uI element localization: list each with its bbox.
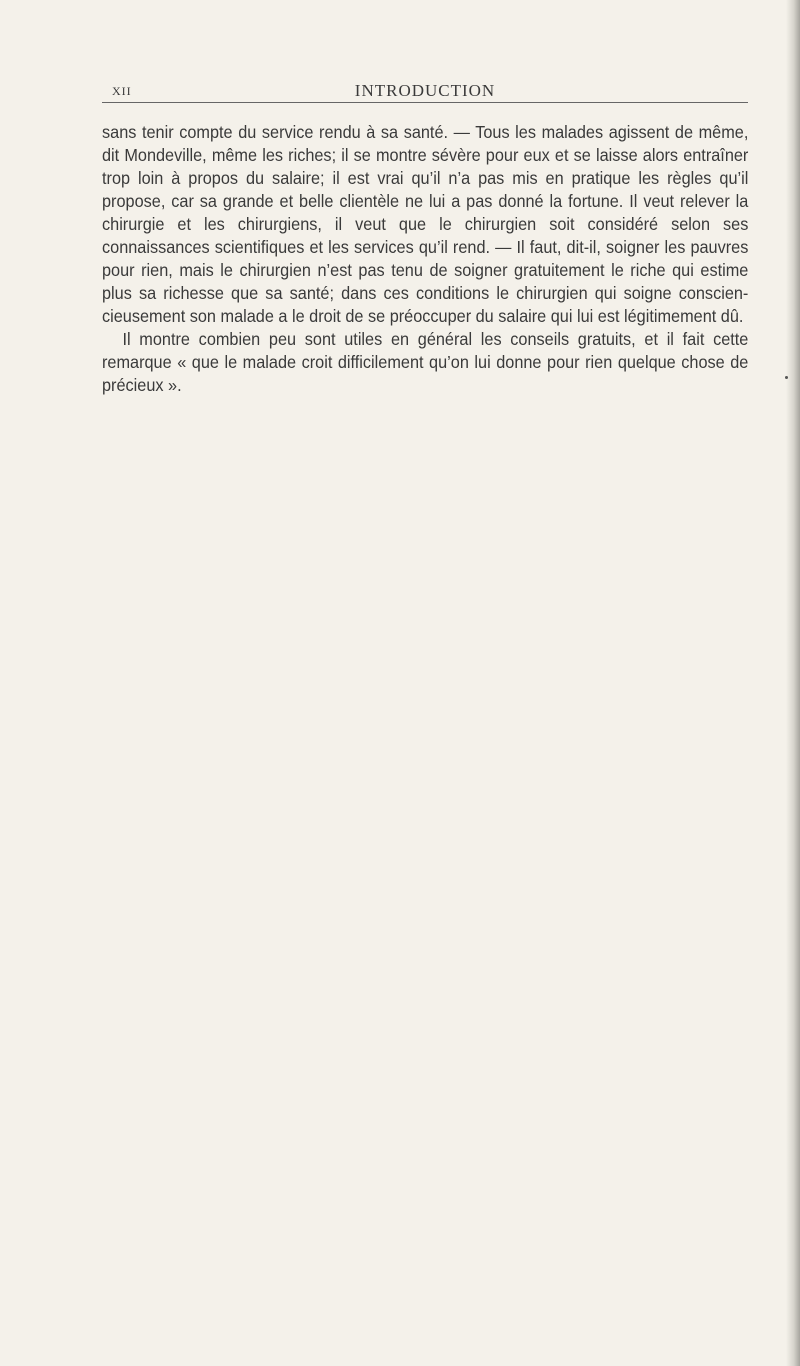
page-header	[102, 80, 748, 102]
page-number: XII	[112, 84, 132, 98]
running-title: INTRODUCTION	[354, 81, 496, 100]
paragraph: Il montre combien peu sont utiles en général les conseils gratuits, et il fait cette remarque « que le malade croit difficilement qu’on lui donne pour rien quelque chose de précieux ».	[102, 329, 749, 395]
page-edge-shadow	[786, 0, 800, 1366]
header-rule	[102, 102, 748, 103]
body-text	[102, 121, 748, 397]
paragraph: sans tenir compte du service rendu à sa santé. — Tous les malades agissent de même, dit Mondeville, même les riches; il se montre sévère pour eux et se laisse alors entraîner trop loin à propos du salaire; il est vrai qu’il n’a pas mis en pratique les règles qu’il propose, car sa grande et belle clientèle ne lui a pas donné la fortune. Il veut relever la chirurgie et les chirurgiens, il veut que le chirurgien soit considéré selon ses connaissances scientifiques et les services qu’il rend. — Il faut, dit-il, soigner les pauvres pour rien, mais le chirurgien n’est pas tenu de soigner gratuitement le riche qui estime plus sa richesse que sa santé; dans ces conditions le chirurgien qui soigne consciencieusement son malade a le droit de se préoccuper du salaire qui lui est légitimement dû.	[102, 122, 749, 326]
